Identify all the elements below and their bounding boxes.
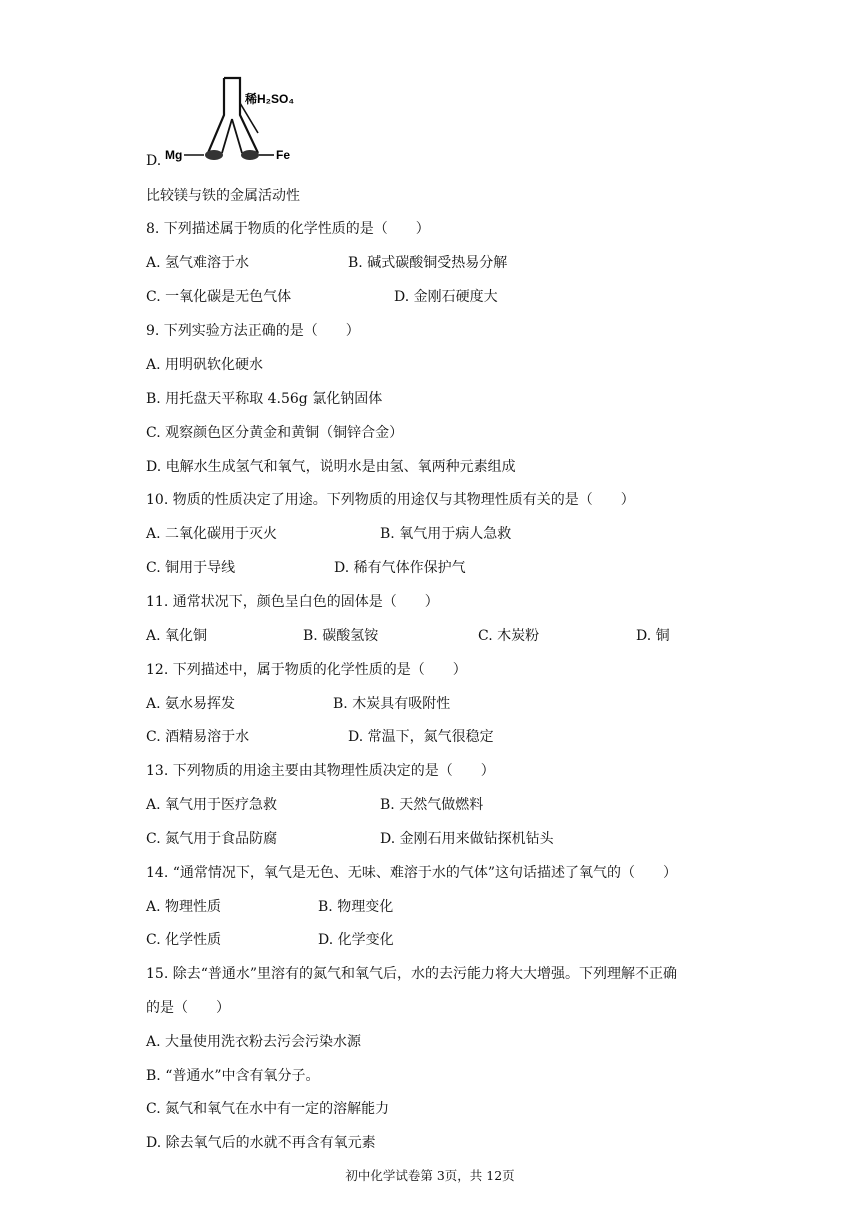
question-11-stem: 11. 通常状况下，颜色呈白色的固体是（ ） <box>146 594 439 610</box>
question-13-stem: 13. 下列物质的用途主要由其物理性质决定的是（ ） <box>146 763 495 779</box>
figure-caption: 比较镁与铁的金属活动性 <box>146 188 300 204</box>
option-d-label: D. <box>146 153 162 169</box>
q13-option-d: D. 金刚石用来做钻探机钻头 <box>380 831 554 847</box>
question-14-stem: 14. “通常情况下，氧气是无色、无味、难溶于水的气体”这句话描述了氧气的（ ） <box>146 865 678 881</box>
page-footer: 初中化学试卷第 3页，共 12页 <box>345 1168 515 1183</box>
question-9-stem: 9. 下列实验方法正确的是（ ） <box>146 323 360 339</box>
mg-label: Mg <box>165 148 183 162</box>
q11-option-d: D. 铜 <box>636 628 670 644</box>
q14-option-d: D. 化学变化 <box>318 932 394 948</box>
q15-option-d: D. 除去氧气后的水就不再含有氧元素 <box>146 1135 376 1151</box>
q10-option-c: C. 铜用于导线 <box>146 560 236 576</box>
q11-option-a: A. 氧化铜 <box>146 628 208 644</box>
q15-option-c: C. 氮气和氧气在水中有一定的溶解能力 <box>146 1101 390 1117</box>
q14-option-c: C. 化学性质 <box>146 932 222 948</box>
q10-option-d: D. 稀有气体作保护气 <box>334 560 466 576</box>
q14-option-b: B. 物理变化 <box>318 899 394 915</box>
acid-label: 稀H₂SO₄ <box>245 92 295 106</box>
q15-option-b: B. “普通水”中含有氧分子。 <box>146 1068 320 1084</box>
q8-option-d: D. 金刚石硬度大 <box>394 289 498 305</box>
q8-option-b: B. 碱式碳酸铜受热易分解 <box>348 255 508 271</box>
q13-option-a: A. 氧气用于医疗急救 <box>146 797 278 813</box>
q11-option-c: C. 木炭粉 <box>478 628 540 644</box>
q11-option-b: B. 碳酸氢铵 <box>303 628 379 644</box>
q10-option-a: A. 二氧化碳用于灭火 <box>146 526 278 542</box>
question-15-stem: 15. 除去“普通水”里溶有的氮气和氧气后，水的去污能力将大大增强。下列理解不正确 <box>146 966 678 982</box>
q8-option-a: A. 氢气难溶于水 <box>146 255 250 271</box>
q12-option-a: A. 氨水易挥发 <box>146 696 236 712</box>
q13-option-c: C. 氮气用于食品防腐 <box>146 831 278 847</box>
q8-option-c: C. 一氧化碳是无色气体 <box>146 289 292 305</box>
q10-option-b: B. 氧气用于病人急救 <box>380 526 512 542</box>
y-tube-apparatus-figure <box>146 73 306 173</box>
fe-label: Fe <box>276 148 291 162</box>
q12-option-d: D. 常温下，氮气很稳定 <box>348 729 494 745</box>
q13-option-b: B. 天然气做燃料 <box>380 797 484 813</box>
q12-option-c: C. 酒精易溶于水 <box>146 729 250 745</box>
q14-option-a: A. 物理性质 <box>146 899 222 915</box>
q9-option-a: A. 用明矾软化硬水 <box>146 357 264 373</box>
question-15-stem-continued: 的是（ ） <box>146 1000 230 1016</box>
question-8-stem: 8. 下列描述属于物质的化学性质的是（ ） <box>146 221 430 237</box>
q9-option-b: B. 用托盘天平称取 4.56g 氯化钠固体 <box>146 391 383 407</box>
question-12-stem: 12. 下列描述中，属于物质的化学性质的是（ ） <box>146 662 467 678</box>
q12-option-b: B. 木炭具有吸附性 <box>333 696 451 712</box>
q15-option-a: A. 大量使用洗衣粉去污会污染水源 <box>146 1034 362 1050</box>
q9-option-d: D. 电解水生成氢气和氧气，说明水是由氢、氧两种元素组成 <box>146 459 516 475</box>
q9-option-c: C. 观察颜色区分黄金和黄铜（铜锌合金） <box>146 425 404 441</box>
question-10-stem: 10. 物质的性质决定了用途。下列物质的用途仅与其物理性质有关的是（ ） <box>146 492 635 508</box>
